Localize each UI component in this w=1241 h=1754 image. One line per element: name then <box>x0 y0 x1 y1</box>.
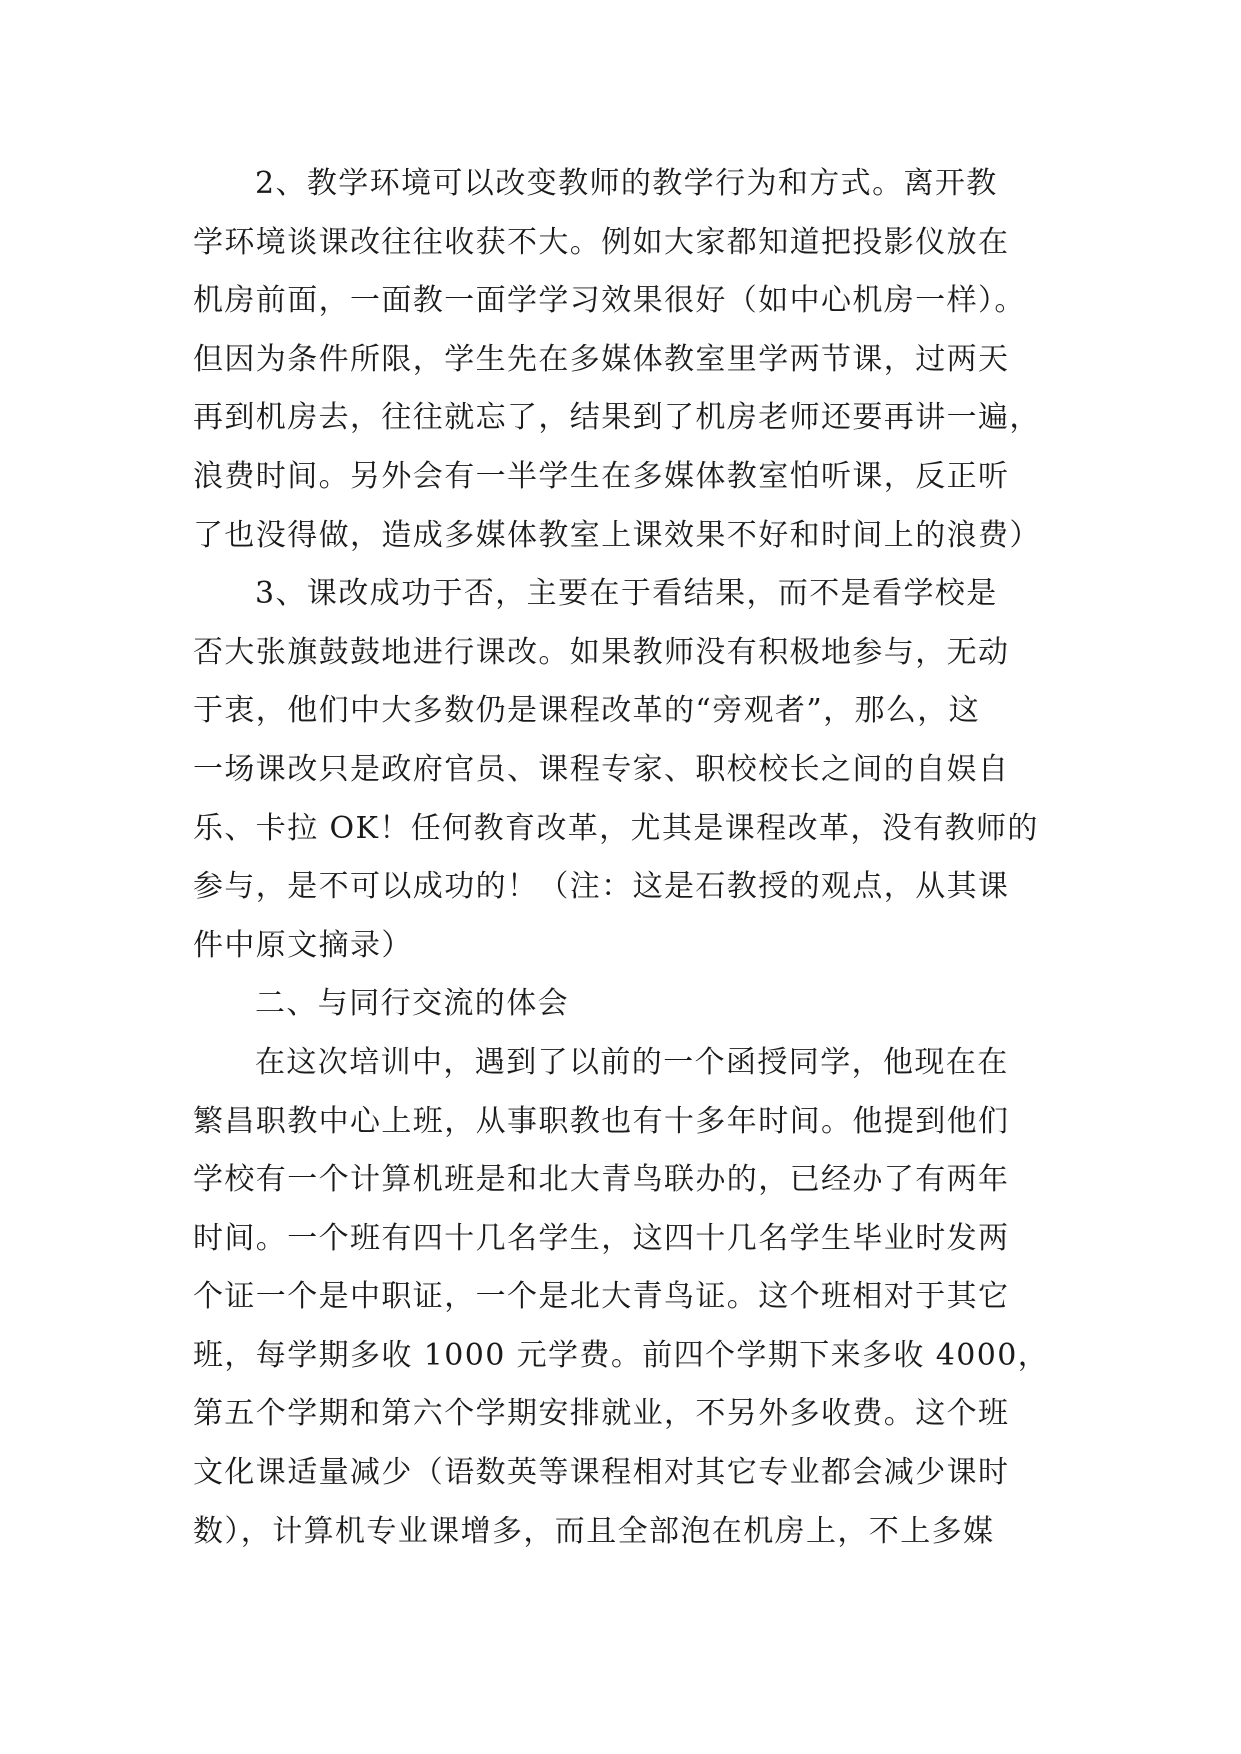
text-line: 再到机房去，往往就忘了，结果到了机房老师还要再讲一遍， <box>193 400 1041 436</box>
text-line: 在这次培训中，遇到了以前的一个函授同学，他现在在 <box>255 1044 1009 1080</box>
text-line: 2、教学环境可以改变教师的教学行为和方式。离开教 <box>255 166 998 201</box>
text-line: 第五个学期和第六个学期安排就业，不另外多收费。这个班 <box>193 1396 1010 1432</box>
text-line: 二、与同行交流的体会 <box>255 986 569 1022</box>
text-line: 参与，是不可以成功的！（注：这是石教授的观点，从其课 <box>193 869 1010 905</box>
text-line: 否大张旗鼓鼓地进行课改。如果教师没有积极地参与，无动 <box>193 634 1010 670</box>
text-line: 繁昌职教中心上班，从事职教也有十多年时间。他提到他们 <box>193 1103 1010 1139</box>
text-line: 学校有一个计算机班是和北大青鸟联办的，已经办了有两年 <box>193 1162 1010 1198</box>
text-line: 个证一个是中职证，一个是北大青鸟证。这个班相对于其它 <box>193 1279 1010 1315</box>
text-line: 件中原文摘录） <box>193 927 413 963</box>
text-line: 时间。一个班有四十几名学生，这四十几名学生毕业时发两 <box>193 1220 1010 1256</box>
text-line: 一场课改只是政府官员、课程专家、职校校长之间的自娱自 <box>193 751 1010 787</box>
text-line: 数），计算机专业课增多，而且全部泡在机房上，不上多媒 <box>193 1513 995 1549</box>
text-line: 了也没得做，造成多媒体教室上课效果不好和时间上的浪费） <box>193 517 1041 553</box>
text-line: 浪费时间。另外会有一半学生在多媒体教室怕听课，反正听 <box>193 458 1010 494</box>
text-line: 机房前面，一面教一面学学习效果很好（如中心机房一样）。 <box>193 283 1026 319</box>
text-line: 乐、卡拉 OK！任何教育改革，尤其是课程改革，没有教师的 <box>193 810 1039 846</box>
document-body-text <box>193 155 1073 1561</box>
text-line: 文化课适量减少（语数英等课程相对其它专业都会减少课时 <box>193 1455 1010 1491</box>
text-line: 但因为条件所限，学生先在多媒体教室里学两节课，过两天 <box>193 341 1010 377</box>
text-line: 班，每学期多收 1000 元学费。前四个学期下来多收 4000， <box>193 1337 1050 1373</box>
text-line: 学环境谈课改往往收获不大。例如大家都知道把投影仪放在 <box>193 224 1010 260</box>
text-line: 于衷，他们中大多数仍是课程改革的“旁观者”，那么，这 <box>193 693 981 729</box>
text-line: 3、课改成功于否，主要在于看结果，而不是看学校是 <box>255 576 998 612</box>
